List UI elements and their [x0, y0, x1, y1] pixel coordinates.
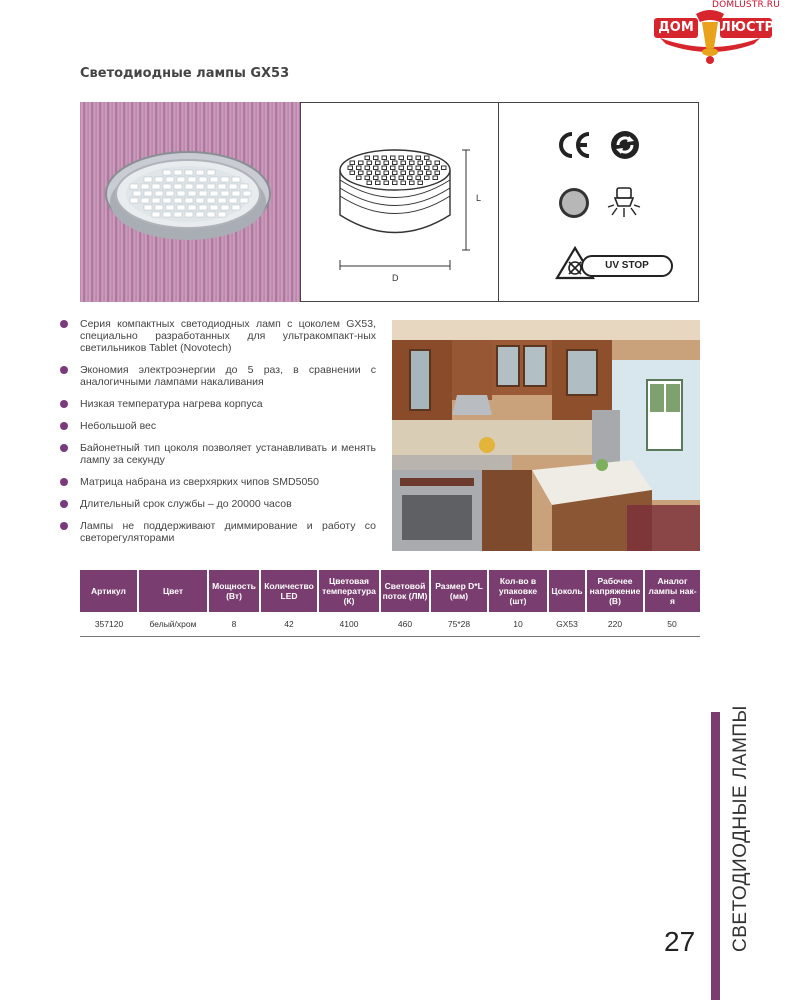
- chrome-finish-icon: [557, 186, 591, 220]
- product-photo: [80, 102, 300, 302]
- list-item: Байонетный тип цоколя позволяет устанавливать и менять лампу за секунду: [58, 442, 376, 466]
- table-cell: 220: [586, 612, 644, 636]
- dimension-label-height: L: [476, 193, 482, 203]
- side-band: [711, 712, 720, 1000]
- table-cell: 10: [488, 612, 548, 636]
- table-cell: 50: [644, 612, 700, 636]
- column-header: Цоколь: [548, 570, 586, 612]
- table-row: [80, 612, 700, 636]
- dimension-label-width: D: [392, 273, 399, 283]
- column-header: Рабочее напряжение (В): [586, 570, 644, 612]
- logo-text-left: ДОМ: [654, 18, 698, 38]
- kitchen-photo: [392, 320, 700, 551]
- table-cell: 75*28: [430, 612, 488, 636]
- column-header: Мощность (Вт): [208, 570, 260, 612]
- side-title-wrap: [728, 705, 754, 952]
- list-item: Длительный срок службы – до 20000 часов: [58, 498, 376, 510]
- list-item: Матрица набрана из сверхярких чипов SMD5050: [58, 476, 376, 488]
- table-cell: 42: [260, 612, 318, 636]
- bullet-icon: [60, 400, 68, 408]
- bullet-icon: [60, 500, 68, 508]
- list-item: Экономия электроэнергии до 5 раз, в сравнении с аналогичными лампами накаливания: [58, 364, 376, 388]
- table-header-row: [80, 570, 700, 612]
- bullet-icon: [60, 320, 68, 328]
- spec-table: [80, 570, 700, 637]
- feature-list: [58, 318, 376, 554]
- page-title: Светодиодные лампы GX53: [80, 66, 290, 81]
- diagram-divider: [498, 102, 499, 302]
- column-header: Кол-во в упаковке (шт): [488, 570, 548, 612]
- column-header: Световой поток (ЛМ): [380, 570, 430, 612]
- bullet-icon: [60, 444, 68, 452]
- site-url[interactable]: DOMLUSTR.RU: [712, 0, 780, 10]
- column-header: Артикул: [80, 570, 138, 612]
- brand-logo[interactable]: [650, 8, 774, 66]
- bullet-icon: [60, 366, 68, 374]
- bullet-icon: [60, 522, 68, 530]
- list-item: Лампы не поддерживают диммирование и работу со светорегуляторами: [58, 520, 376, 544]
- recycle-icon: [608, 128, 642, 162]
- uv-stop-label: UV STOP: [605, 260, 649, 271]
- table-cell: 357120: [80, 612, 138, 636]
- bullet-icon: [60, 422, 68, 430]
- list-item: Небольшой вес: [58, 420, 376, 432]
- section-side-title: СВЕТОДИОДНЫЕ ЛАМПЫ: [730, 705, 751, 952]
- column-header: Количество LED: [260, 570, 318, 612]
- table-cell: 8: [208, 612, 260, 636]
- lamp-light-icon: [606, 184, 642, 220]
- table-cell: 4100: [318, 612, 380, 636]
- table-cell: белый/хром: [138, 612, 208, 636]
- lamp-dimension-drawing: [330, 140, 490, 280]
- list-item: Серия компактных светодиодных ламп с цоколем GX53, специально разработанных для ультракомпакт-ных светильников Tablet (Novotech): [58, 318, 376, 354]
- column-header: Цветовая температура (К): [318, 570, 380, 612]
- ce-mark-icon: [558, 128, 592, 162]
- page-number: 27: [664, 926, 696, 957]
- table-cell: 460: [380, 612, 430, 636]
- list-item: Низкая температура нагрева корпуса: [58, 398, 376, 410]
- bullet-icon: [60, 478, 68, 486]
- logo-text-right: ЛЮСТР: [720, 18, 772, 38]
- column-header: Аналог лампы нак-я: [644, 570, 700, 612]
- column-header: Цвет: [138, 570, 208, 612]
- column-header: Размер D*L (мм): [430, 570, 488, 612]
- uv-stop-icon: [581, 255, 673, 277]
- table-cell: GX53: [548, 612, 586, 636]
- led-lamp-illustration: [80, 102, 300, 302]
